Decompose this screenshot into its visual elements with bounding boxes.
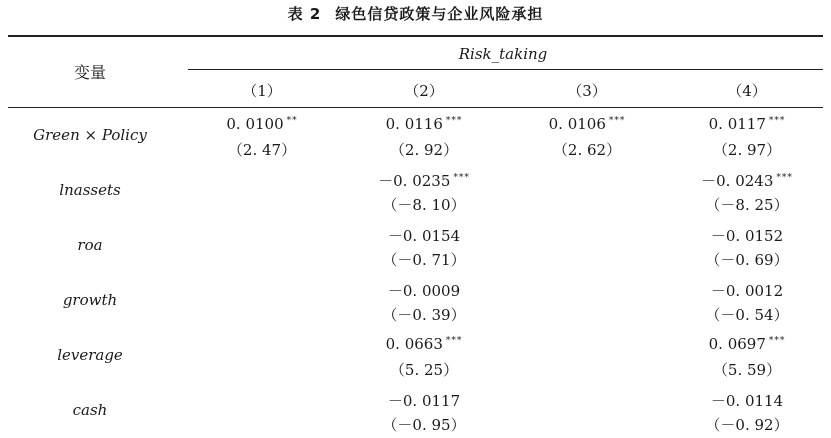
t-statistic: （－0. 71） bbox=[382, 251, 466, 269]
t-statistic: （－8. 10） bbox=[382, 196, 466, 214]
header-rule bbox=[8, 107, 823, 108]
column-header-4: （4） bbox=[727, 82, 767, 100]
coefficient-cell bbox=[386, 115, 463, 133]
coefficient-cell bbox=[378, 170, 470, 191]
significance-stars: *** bbox=[445, 336, 463, 346]
t-statistic: （5. 59） bbox=[712, 361, 782, 379]
top-rule bbox=[8, 35, 823, 37]
significance-stars: *** bbox=[776, 173, 793, 183]
t-statistic: （2. 47） bbox=[227, 141, 297, 159]
coefficient-value: 0. 0117 bbox=[708, 115, 766, 133]
coefficient-value: －0. 0114 bbox=[710, 392, 784, 410]
variable-name: cash bbox=[72, 401, 108, 419]
coefficient-value: －0. 0117 bbox=[387, 392, 461, 410]
t-statistic: （－0. 54） bbox=[705, 306, 789, 324]
variable-name: roa bbox=[77, 236, 103, 254]
column-header-3: （3） bbox=[567, 82, 607, 100]
coefficient-cell bbox=[386, 335, 463, 353]
significance-stars: *** bbox=[608, 116, 626, 126]
variable-name: lnassets bbox=[59, 181, 121, 199]
coefficient-cell bbox=[549, 115, 626, 133]
coefficient-cell bbox=[388, 280, 460, 301]
table-caption: 绿色信贷政策与企业风险承担 bbox=[335, 5, 544, 23]
t-statistic: （5. 25） bbox=[389, 361, 459, 379]
t-statistic: （－0. 39） bbox=[382, 306, 466, 324]
variable-header: 变量 bbox=[73, 63, 106, 82]
t-statistic: （2. 97） bbox=[712, 141, 782, 159]
coefficient-value: 0. 0697 bbox=[708, 335, 766, 353]
t-statistic: （2. 92） bbox=[389, 141, 459, 159]
dependent-var-header: Risk_taking bbox=[458, 45, 548, 63]
coefficient-cell bbox=[711, 225, 783, 246]
coefficient-value: －0. 0243 bbox=[701, 172, 774, 190]
coefficient-value: 0. 0106 bbox=[548, 115, 606, 133]
coefficient-cell bbox=[701, 170, 793, 191]
column-header-2: （2） bbox=[404, 82, 444, 100]
significance-stars: *** bbox=[768, 336, 786, 346]
t-statistic: （－0. 92） bbox=[705, 416, 789, 434]
coefficient-cell bbox=[709, 115, 786, 133]
coefficient-value: 0. 0116 bbox=[385, 115, 443, 133]
t-statistic: （－8. 25） bbox=[705, 196, 789, 214]
variable-name: Green × Policy bbox=[33, 126, 147, 144]
column-header-1: （1） bbox=[242, 82, 282, 100]
table-title bbox=[0, 3, 831, 24]
coefficient-cell bbox=[711, 390, 783, 411]
t-statistic: （－0. 95） bbox=[382, 416, 466, 434]
coefficient-cell bbox=[226, 115, 297, 133]
coefficient-cell bbox=[388, 225, 460, 246]
significance-stars: *** bbox=[453, 173, 470, 183]
coefficient-cell bbox=[711, 280, 783, 301]
significance-stars: ** bbox=[286, 116, 298, 126]
significance-stars: *** bbox=[768, 116, 786, 126]
t-statistic: （－0. 69） bbox=[705, 251, 789, 269]
coefficient-value: －0. 0009 bbox=[387, 282, 461, 300]
variable-name: leverage bbox=[57, 346, 123, 364]
t-statistic: （2. 62） bbox=[552, 141, 622, 159]
coefficient-cell bbox=[388, 390, 460, 411]
coefficient-value: 0. 0100 bbox=[226, 115, 284, 133]
table-number: 表 2 bbox=[287, 5, 322, 23]
header-subrule bbox=[188, 69, 823, 70]
coefficient-value: 0. 0663 bbox=[385, 335, 443, 353]
coefficient-value: －0. 0235 bbox=[378, 172, 451, 190]
significance-stars: *** bbox=[445, 116, 463, 126]
coefficient-value: －0. 0012 bbox=[710, 282, 784, 300]
coefficient-cell bbox=[709, 335, 786, 353]
coefficient-value: －0. 0152 bbox=[710, 227, 784, 245]
variable-name: growth bbox=[62, 291, 118, 309]
coefficient-value: －0. 0154 bbox=[387, 227, 461, 245]
